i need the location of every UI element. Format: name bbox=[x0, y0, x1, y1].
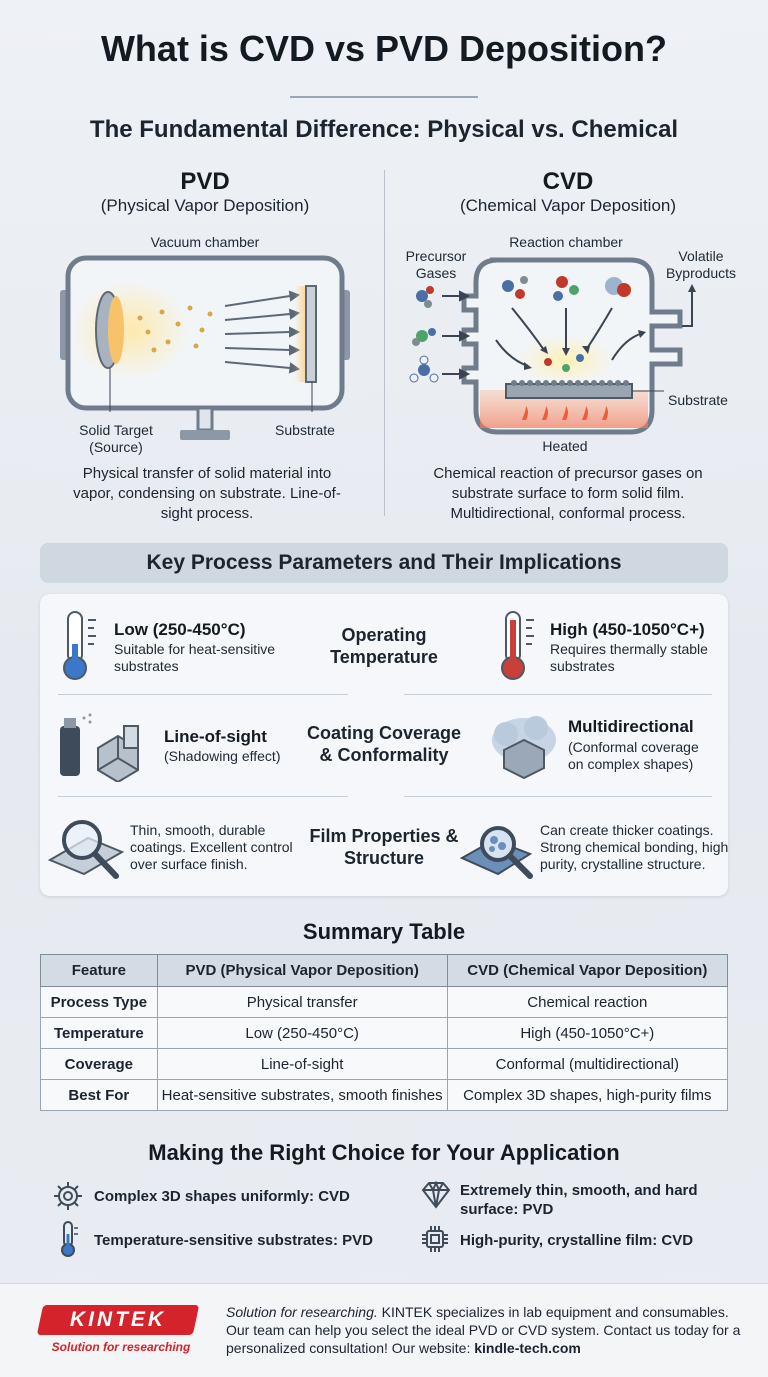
gear-icon bbox=[52, 1180, 84, 1212]
temp-low-title: Low (250-450°C) bbox=[114, 620, 246, 639]
footer-lead: Solution for researching. bbox=[226, 1304, 378, 1320]
table-row bbox=[41, 1018, 728, 1049]
thermometer-low-icon bbox=[56, 608, 104, 684]
temp-center-label: Operating Temperature bbox=[330, 625, 438, 667]
row-divider bbox=[404, 796, 712, 797]
cvd-chamber-diagram bbox=[400, 250, 740, 440]
table-cell: Chemical reaction bbox=[447, 987, 727, 1018]
diamond-icon bbox=[420, 1180, 452, 1210]
section-subtitle: The Fundamental Difference: Physical vs. Chemical bbox=[89, 116, 679, 143]
coverage-left-text: (Shadowing effect) bbox=[164, 748, 281, 764]
pvd-chamber-label: Vacuum chamber bbox=[150, 234, 260, 250]
table-header-row bbox=[41, 955, 728, 987]
row-divider bbox=[404, 694, 712, 695]
conformal-shape-icon bbox=[488, 710, 564, 780]
choice-item-complex: Complex 3D shapes uniformly: CVD bbox=[94, 1188, 350, 1205]
film-left-text: Thin, smooth, durable coatings. Excellent control over surface finish. bbox=[130, 822, 293, 872]
pvd-target-label: Solid Target (Source) bbox=[79, 422, 153, 455]
row-divider bbox=[58, 694, 348, 695]
pvd-heading: PVD bbox=[180, 168, 230, 195]
coverage-right-text: (Conformal coverage on complex shapes) bbox=[568, 739, 699, 772]
table-cell: Low (250-450°C) bbox=[157, 1018, 447, 1049]
table-cell: Conformal (multidirectional) bbox=[447, 1049, 727, 1080]
thermometer-icon bbox=[56, 1220, 82, 1258]
page-title: What is CVD vs PVD Deposition? bbox=[100, 28, 668, 69]
coverage-right-title: Multidirectional bbox=[568, 717, 694, 736]
table-row-header: Coverage bbox=[41, 1049, 158, 1080]
summary-table bbox=[40, 954, 728, 1111]
table-header-cell: CVD (Chemical Vapor Deposition) bbox=[447, 955, 727, 987]
cvd-precursor-label: Precursor Gases bbox=[405, 248, 467, 281]
column-divider bbox=[384, 170, 385, 516]
cvd-subheading: (Chemical Vapor Deposition) bbox=[459, 196, 677, 215]
cvd-byproducts-label: Volatile Byproducts bbox=[665, 248, 737, 281]
cvd-description: Chemical reaction of precursor gases on substrate surface to form solid film. Multidirectional, conformal process. bbox=[433, 465, 703, 522]
cvd-heading: CVD bbox=[542, 168, 594, 195]
table-cell: Heat-sensitive substrates, smooth finishes bbox=[157, 1080, 447, 1111]
temp-low-text: Suitable for heat-sensitive substrates bbox=[114, 641, 276, 674]
pvd-subheading: (Physical Vapor Deposition) bbox=[100, 196, 310, 215]
table-header-cell: PVD (Physical Vapor Deposition) bbox=[157, 955, 447, 987]
table-cell: High (450-1050°C+) bbox=[447, 1018, 727, 1049]
logo-tagline: Solution for researching bbox=[51, 1340, 191, 1354]
title-divider bbox=[290, 96, 478, 98]
footer-text bbox=[226, 1303, 746, 1357]
choice-heading: Making the Right Choice for Your Application bbox=[148, 1140, 620, 1165]
pvd-description: Physical transfer of solid material into vapor, condensing on substrate. Line-of-sight process. bbox=[73, 465, 341, 522]
pvd-substrate-label: Substrate bbox=[275, 422, 335, 438]
coverage-center-label: Coating Coverage & Conformality bbox=[306, 723, 462, 765]
summary-heading: Summary Table bbox=[302, 919, 466, 944]
table-row-header: Process Type bbox=[41, 987, 158, 1018]
table-header-cell: Feature bbox=[41, 955, 158, 987]
thermometer-high-icon bbox=[494, 608, 542, 684]
magnifier-smooth-icon bbox=[48, 812, 126, 884]
cvd-substrate-label: Substrate bbox=[668, 392, 728, 408]
table-cell: Line-of-sight bbox=[157, 1049, 447, 1080]
website-link[interactable]: kindle-tech.com bbox=[474, 1340, 581, 1356]
choice-item-thin: Extremely thin, smooth, and hard surface: PVD bbox=[460, 1182, 698, 1218]
temp-high-title: High (450-1050°C+) bbox=[550, 620, 705, 639]
chip-icon bbox=[420, 1224, 450, 1254]
film-center-label: Film Properties & Structure bbox=[309, 826, 459, 868]
footer-body: KINTEK specializes in lab equipment and consumables. Our team can help you select the ideal PVD or CVD system. Contact us today for a personalized consultation! Our website: bbox=[226, 1304, 741, 1356]
row-divider bbox=[58, 796, 348, 797]
coverage-left-title: Line-of-sight bbox=[164, 727, 267, 746]
table-row-header: Temperature bbox=[41, 1018, 158, 1049]
cvd-chamber-label: Reaction chamber bbox=[509, 234, 623, 250]
magnifier-crystal-icon bbox=[460, 818, 538, 884]
choice-item-purity: High-purity, crystalline film: CVD bbox=[460, 1232, 694, 1249]
cvd-heated-label: Heated bbox=[542, 438, 588, 454]
table-row-header: Best For bbox=[41, 1080, 158, 1111]
table-row bbox=[41, 987, 728, 1018]
pvd-chamber-diagram bbox=[50, 250, 360, 450]
table-cell: Complex 3D shapes, high-purity films bbox=[447, 1080, 727, 1111]
table-row bbox=[41, 1080, 728, 1111]
table-row bbox=[41, 1049, 728, 1080]
kintek-logo-text: KINTEK bbox=[69, 1308, 167, 1331]
choice-item-temperature: Temperature-sensitive substrates: PVD bbox=[94, 1232, 373, 1249]
spray-can-icon bbox=[54, 712, 162, 782]
film-right-text: Can create thicker coatings. Strong chemical bonding, high purity, crystalline structure. bbox=[540, 822, 729, 872]
parameters-heading: Key Process Parameters and Their Implications bbox=[146, 551, 622, 574]
table-cell: Physical transfer bbox=[157, 987, 447, 1018]
temp-high-text: Requires thermally stable substrates bbox=[550, 641, 708, 674]
